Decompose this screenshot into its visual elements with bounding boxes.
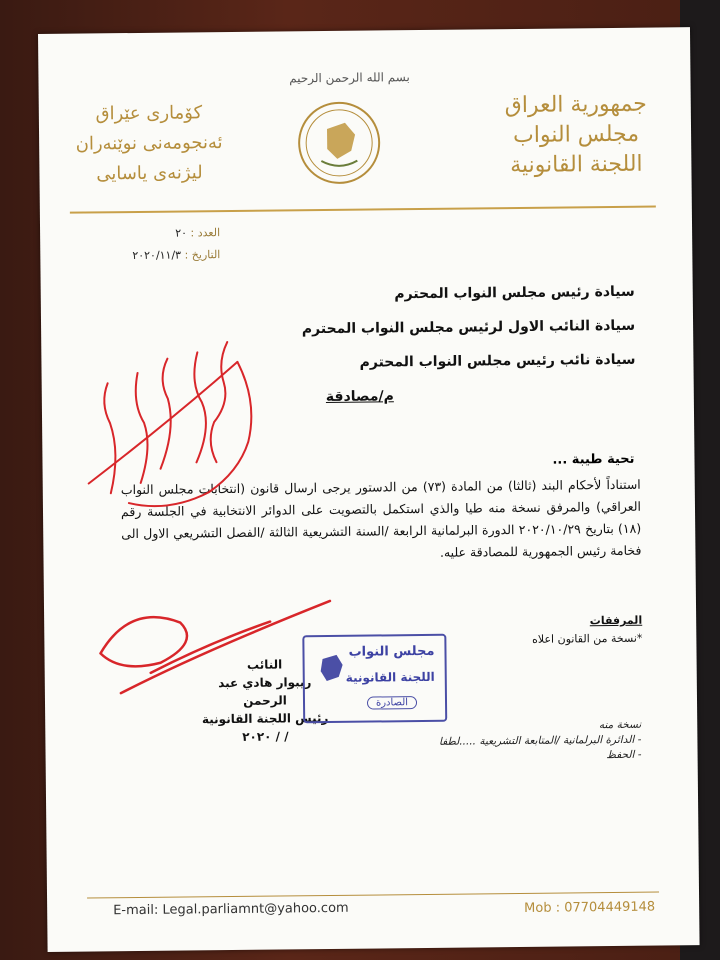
number-value: ٢٠ <box>175 226 188 240</box>
header-country: جمهورية العراق <box>504 91 647 119</box>
signature-name: ريبوار هادي عبد الرحمن <box>218 675 312 708</box>
copies-block <box>439 718 642 765</box>
handwritten-annotation <box>77 332 279 544</box>
addressee-2: سيادة النائب الاول لرئيس مجلس النواب المحترم <box>301 317 636 338</box>
basmala: بسم الله الرحمن الرحيم <box>289 70 410 86</box>
attachments-item: *نسخة من القانون اعلاه <box>532 631 643 646</box>
header-kurdish <box>69 98 230 190</box>
letter-page <box>38 27 700 952</box>
header-committee: اللجنة القانونية <box>510 151 643 179</box>
copies-line2: - الحفظ <box>606 748 642 762</box>
signature-role: رئيس اللجنة القانونية <box>201 710 329 727</box>
letter-body: استناداً لأحكام البند (ثالثا) من المادة (٧٣) من الدستور يرجى ارسال قانون (انتخابات مجلس النواب العراقي) والمرفق نسخة منه طيا والذي استكمل بالتصويت على الدوائر الانتخابية في الجلسة رقم (١٨) بتاريخ ٢٠٢٠/١٠/٢٩ الدورة البرلمانية الرابعة /السنة التشريعية الثالثة /الفصل التشريعي الاول الى فخامة رئيس الجمهورية للمصادقة عليه. <box>120 476 642 560</box>
header-divider <box>70 206 656 214</box>
header-kurdish-line2: ئەنجومەنی نوێنەران <box>75 132 223 155</box>
header-council: مجلس النواب <box>512 121 640 149</box>
copies-label: نسخة منه <box>598 718 642 732</box>
copies-line1: - الدائرة البرلمانية /المتابعة التشريعية .....لطفا <box>438 733 642 748</box>
number-label: العدد : <box>190 226 221 240</box>
date-value: ٢٠٢٠/١١/٣ <box>132 248 182 263</box>
greeting: تحية طيبة ... <box>552 451 635 468</box>
footer-email: E-mail: Legal.parliamnt@yahoo.com <box>113 900 349 919</box>
signature-date: / / ٢٠٢٠ <box>242 729 289 744</box>
stamp-line2: اللجنة القانونية <box>345 669 435 685</box>
subject: م/مصادقة <box>325 388 394 406</box>
header-arabic <box>501 90 652 182</box>
header-kurdish-line3: لیژنەی یاسایی <box>96 162 203 185</box>
addressee-3: سيادة نائب رئيس مجلس النواب المحترم <box>359 351 636 371</box>
addressee-1: سيادة رئيس مجلس النواب المحترم <box>394 283 635 303</box>
stamp-line3: الصادرة <box>367 696 417 710</box>
footer-mobile: Mob : 07704449148 <box>524 899 656 916</box>
signature-title: النائب <box>246 657 283 672</box>
iraq-emblem-icon <box>297 100 382 185</box>
reference-block <box>80 222 220 267</box>
date-label: التاريخ : <box>184 248 221 262</box>
attachments-label: المرفقات <box>589 613 643 628</box>
stamp-line1: مجلس النواب <box>348 643 435 660</box>
handwritten-signature <box>80 591 341 714</box>
header-kurdish-line1: کۆماری عێراق <box>95 102 203 125</box>
footer-divider <box>87 892 659 899</box>
attachments <box>532 612 643 649</box>
